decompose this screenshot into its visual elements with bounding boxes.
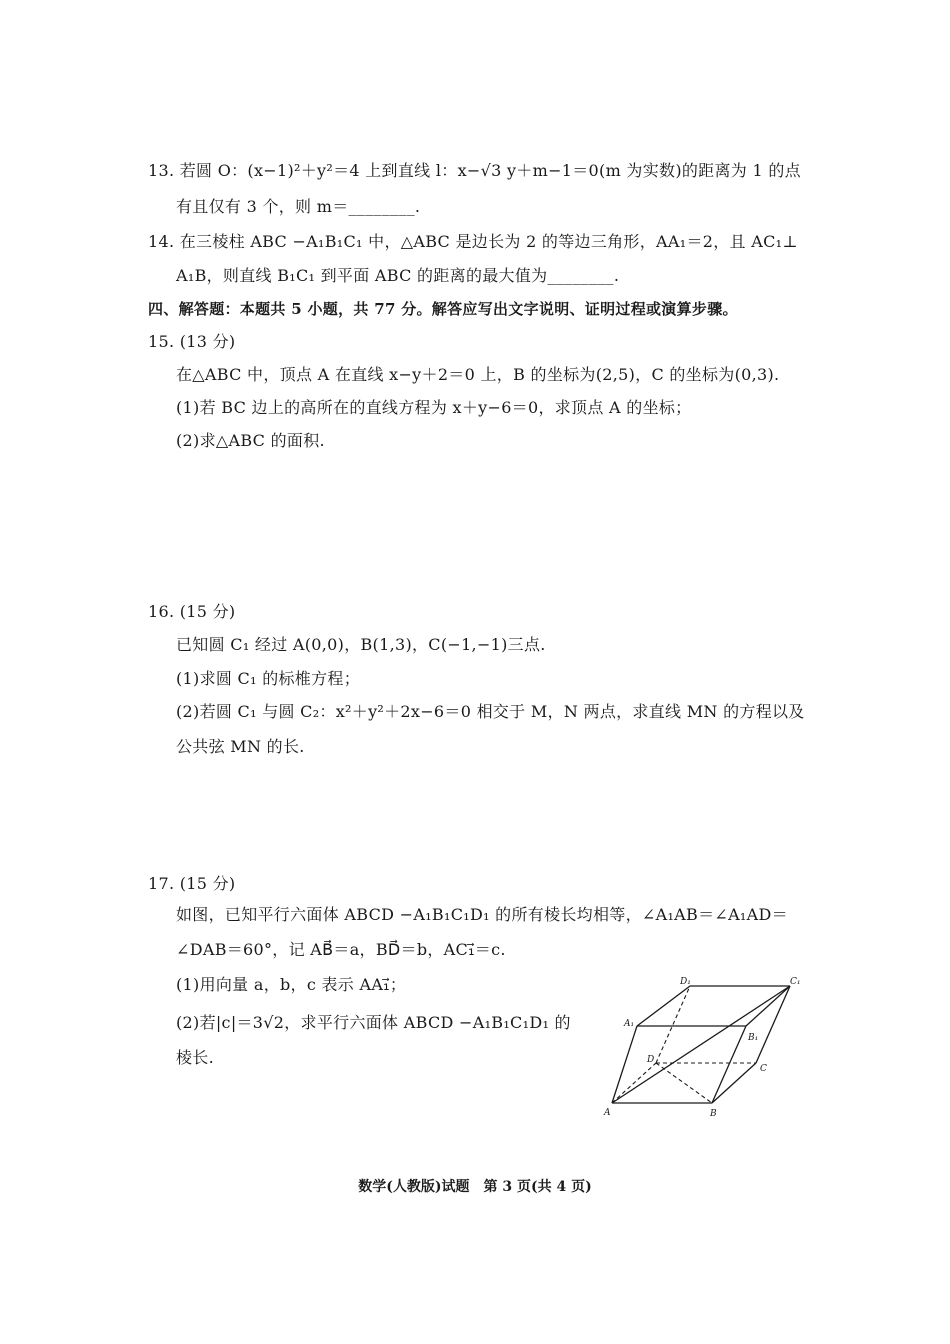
label-c: C bbox=[760, 1064, 767, 1074]
problem-13-line-1: 13. 若圆 O：(x−1)²＋y²＝4 上到直线 l：x−√3 y＋m−1＝0(m 为实数)的距离为 1 的点 bbox=[148, 161, 801, 180]
problem-16-question-2a: (2)若圆 C₁ 与圆 C₂：x²＋y²＋2x−6＝0 相交于 M，N 两点，求直线 MN 的方程以及 bbox=[176, 702, 805, 721]
problem-17-heading: 17. (15 分) bbox=[148, 874, 236, 893]
label-a: A bbox=[604, 1108, 611, 1118]
problem-17-question-2b: 棱长. bbox=[176, 1048, 214, 1067]
label-d: D bbox=[647, 1055, 655, 1065]
problem-14-line-2: A₁B，则直线 B₁C₁ 到平面 ABC 的距离的最大值为________. bbox=[176, 266, 620, 285]
edge-b1c1 bbox=[746, 986, 790, 1026]
parallelepiped-figure bbox=[600, 970, 810, 1120]
edge-dd1-hidden bbox=[656, 986, 690, 1063]
label-a1: A₁ bbox=[624, 1019, 635, 1029]
section-heading: 四、解答题：本题共 5 小题，共 77 分。解答应写出文字说明、证明过程或演算步骤。 bbox=[148, 300, 738, 318]
problem-13-line-2: 有且仅有 3 个，则 m＝________. bbox=[176, 197, 421, 216]
edge-bc bbox=[712, 1063, 756, 1103]
problem-17-question-1: (1)用向量 a，b，c 表示 AA₁⃗； bbox=[176, 975, 407, 994]
problem-17-stem-2: ∠DAB＝60°，记 AB⃗＝a，BD⃗＝b，AC₁⃗＝c. bbox=[176, 940, 506, 959]
problem-16-question-1: (1)求圆 C₁ 的标椎方程； bbox=[176, 669, 360, 688]
page-footer: 数学(人教版)试题 第 3 页(共 4 页) bbox=[358, 1179, 592, 1195]
label-b: B bbox=[710, 1109, 717, 1119]
problem-14-line-1: 14. 在三棱柱 ABC −A₁B₁C₁ 中，△ABC 是边长为 2 的等边三角形，AA₁＝2，且 AC₁⊥ bbox=[148, 232, 798, 251]
diagonal-ac1 bbox=[612, 986, 790, 1103]
edge-a1d1 bbox=[637, 986, 690, 1026]
problem-15-question-2: (2)求△ABC 的面积. bbox=[176, 431, 325, 450]
label-d1: D₁ bbox=[680, 977, 691, 987]
problem-16-heading: 16. (15 分) bbox=[148, 602, 236, 621]
problem-15-question-1: (1)若 BC 边上的高所在的直线方程为 x＋y−6＝0，求顶点 A 的坐标； bbox=[176, 398, 692, 417]
problem-15-stem: 在△ABC 中，顶点 A 在直线 x−y＋2＝0 上，B 的坐标为(2,5)，C 的坐标为(0,3). bbox=[176, 365, 780, 384]
label-c1: C₁ bbox=[790, 977, 801, 987]
problem-15-heading: 15. (13 分) bbox=[148, 332, 236, 351]
diagonal-bd-hidden bbox=[656, 1063, 712, 1103]
problem-16-stem: 已知圆 C₁ 经过 A(0,0)，B(1,3)，C(−1,−1)三点. bbox=[176, 635, 546, 654]
problem-16-question-2b: 公共弦 MN 的长. bbox=[176, 737, 305, 756]
label-b1: B₁ bbox=[748, 1033, 759, 1043]
edge-bb1 bbox=[712, 1026, 746, 1103]
problem-17-stem-1: 如图，已知平行六面体 ABCD −A₁B₁C₁D₁ 的所有棱长均相等，∠A₁AB＝∠A₁AD＝ bbox=[176, 905, 788, 924]
problem-17-question-2a: (2)若|c|＝3√2，求平行六面体 ABCD −A₁B₁C₁D₁ 的 bbox=[176, 1013, 571, 1032]
